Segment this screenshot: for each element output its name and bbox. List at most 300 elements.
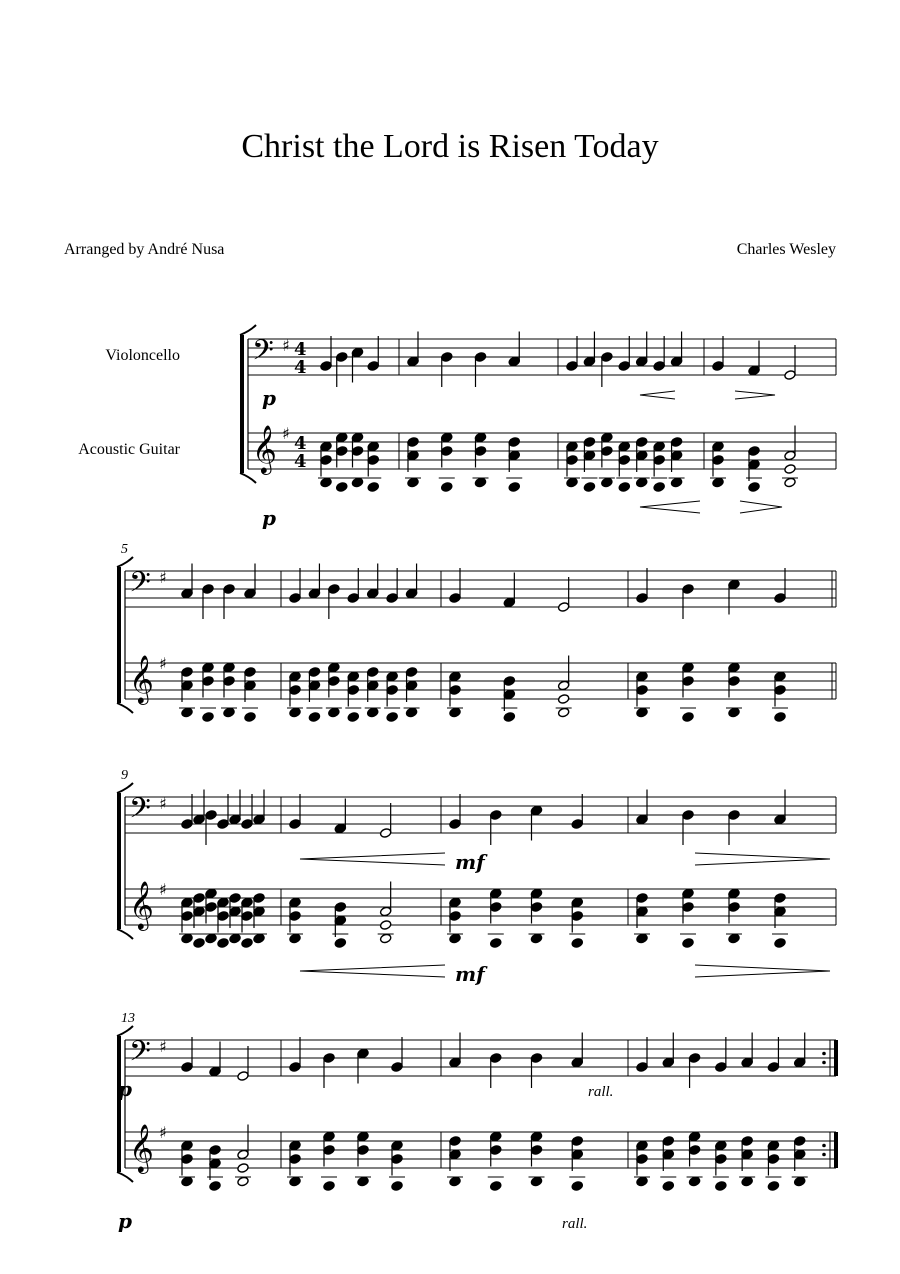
note-head bbox=[774, 671, 786, 682]
note-head bbox=[328, 676, 340, 687]
note-head bbox=[712, 361, 724, 372]
note-head bbox=[289, 1154, 301, 1165]
note-head bbox=[767, 1140, 779, 1151]
note-head bbox=[662, 1136, 674, 1147]
note-head bbox=[571, 1149, 583, 1160]
composer-credit: Charles Wesley bbox=[736, 241, 836, 258]
note-head bbox=[308, 667, 320, 678]
note-head bbox=[566, 361, 578, 372]
key-signature-sharp: ♯ bbox=[159, 880, 167, 899]
note-head bbox=[530, 1145, 542, 1156]
note-head bbox=[308, 680, 320, 691]
note-head bbox=[794, 1149, 806, 1160]
bass-note-head bbox=[601, 477, 613, 488]
note-head bbox=[688, 1131, 700, 1142]
note-head bbox=[571, 1057, 583, 1068]
note-head bbox=[347, 685, 359, 696]
note-head bbox=[530, 805, 542, 816]
note-head bbox=[682, 584, 694, 595]
note-head bbox=[774, 593, 786, 604]
dynamic-marking-guitar: p bbox=[262, 506, 276, 530]
note-head bbox=[728, 579, 740, 590]
note-head bbox=[334, 902, 346, 913]
note-head bbox=[530, 888, 542, 899]
bass-note-head bbox=[386, 712, 398, 723]
note-head bbox=[741, 1149, 753, 1160]
note-head bbox=[379, 828, 391, 839]
note-head bbox=[508, 356, 520, 367]
bracket-bottom bbox=[117, 929, 133, 939]
bass-note-head bbox=[530, 933, 542, 944]
note-head bbox=[618, 455, 630, 466]
note-head bbox=[351, 347, 363, 358]
note-head bbox=[237, 1163, 249, 1174]
dynamic-marking-guitar: mf bbox=[455, 962, 485, 986]
note-head bbox=[748, 365, 760, 376]
note-head bbox=[386, 685, 398, 696]
note-head bbox=[217, 911, 229, 922]
bass-note-head bbox=[449, 933, 461, 944]
bass-note-head bbox=[566, 477, 578, 488]
note-head bbox=[662, 1057, 674, 1068]
dynamic-marking-cello: p bbox=[118, 1077, 132, 1101]
time-signature: 4 bbox=[294, 339, 307, 360]
note-head bbox=[217, 897, 229, 908]
dynamic-marking-guitar: p bbox=[118, 1209, 132, 1233]
repeat-dot bbox=[822, 1052, 826, 1056]
note-head bbox=[557, 694, 569, 705]
bass-note-head bbox=[244, 712, 256, 723]
note-head bbox=[474, 352, 486, 363]
note-head bbox=[289, 1062, 301, 1073]
note-head bbox=[636, 450, 648, 461]
note-head bbox=[253, 893, 265, 904]
note-head bbox=[181, 680, 193, 691]
note-head bbox=[237, 1149, 249, 1160]
note-head bbox=[583, 450, 595, 461]
note-head bbox=[347, 593, 359, 604]
note-head bbox=[449, 1057, 461, 1068]
note-head bbox=[347, 671, 359, 682]
bass-note-head bbox=[367, 707, 379, 718]
note-head bbox=[767, 1062, 779, 1073]
note-head bbox=[289, 671, 301, 682]
note-head bbox=[682, 676, 694, 687]
note-head bbox=[181, 667, 193, 678]
bass-note-head bbox=[289, 1176, 301, 1187]
note-head bbox=[728, 902, 740, 913]
note-head bbox=[503, 689, 515, 700]
bass-note-head bbox=[530, 1176, 542, 1187]
key-signature-sharp: ♯ bbox=[159, 794, 167, 813]
note-head bbox=[571, 1136, 583, 1147]
bass-note-head bbox=[205, 933, 217, 944]
time-signature: 4 bbox=[294, 433, 307, 454]
note-head bbox=[202, 584, 214, 595]
note-head bbox=[334, 823, 346, 834]
note-head bbox=[571, 897, 583, 908]
note-head bbox=[618, 441, 630, 452]
bass-note-head bbox=[636, 1176, 648, 1187]
note-head bbox=[367, 455, 379, 466]
note-head bbox=[508, 437, 520, 448]
note-head bbox=[367, 680, 379, 691]
note-head bbox=[449, 671, 461, 682]
note-head bbox=[357, 1145, 369, 1156]
note-head bbox=[794, 1136, 806, 1147]
repeat-dot bbox=[822, 1153, 826, 1157]
crescendo-hairpin bbox=[640, 391, 675, 399]
bass-note-head bbox=[636, 477, 648, 488]
bass-note-head bbox=[636, 933, 648, 944]
key-signature-sharp: ♯ bbox=[159, 654, 167, 673]
note-head bbox=[636, 437, 648, 448]
bass-note-head bbox=[391, 1181, 403, 1192]
note-head bbox=[636, 685, 648, 696]
note-head bbox=[209, 1066, 221, 1077]
bass-note-head bbox=[741, 1176, 753, 1187]
note-head bbox=[784, 370, 796, 381]
note-head bbox=[490, 888, 502, 899]
note-head bbox=[367, 441, 379, 452]
bass-note-head bbox=[571, 938, 583, 949]
bass-note-head bbox=[223, 707, 235, 718]
treble-clef: 𝄞 bbox=[252, 424, 277, 473]
note-head bbox=[449, 1149, 461, 1160]
note-head bbox=[449, 819, 461, 830]
note-head bbox=[289, 819, 301, 830]
bass-note-head bbox=[653, 482, 665, 493]
note-head bbox=[229, 906, 241, 917]
note-head bbox=[253, 814, 265, 825]
bass-note-head bbox=[347, 712, 359, 723]
note-head bbox=[774, 906, 786, 917]
note-head bbox=[223, 584, 235, 595]
bass-note-head bbox=[334, 938, 346, 949]
bass-note-head bbox=[405, 707, 417, 718]
note-head bbox=[223, 676, 235, 687]
note-head bbox=[636, 1062, 648, 1073]
bass-note-head bbox=[351, 477, 363, 488]
bass-note-head bbox=[323, 1181, 335, 1192]
note-head bbox=[670, 450, 682, 461]
note-head bbox=[336, 432, 348, 443]
note-head bbox=[241, 897, 253, 908]
note-head bbox=[449, 685, 461, 696]
note-head bbox=[748, 459, 760, 470]
note-head bbox=[748, 446, 760, 457]
crescendo-hairpin bbox=[640, 501, 700, 513]
bass-note-head bbox=[217, 938, 229, 949]
page-title: Christ the Lord is Risen Today bbox=[241, 128, 659, 165]
note-head bbox=[405, 667, 417, 678]
note-head bbox=[289, 1140, 301, 1151]
decrescendo-hairpin bbox=[695, 853, 830, 865]
note-head bbox=[407, 356, 419, 367]
bass-note-head bbox=[794, 1176, 806, 1187]
arranger-credit: Arranged by André Nusa bbox=[64, 241, 225, 258]
note-head bbox=[653, 441, 665, 452]
note-head bbox=[367, 667, 379, 678]
instrument-label-guitar: Acoustic Guitar bbox=[78, 441, 180, 458]
treble-clef: 𝄞 bbox=[129, 654, 154, 703]
note-head bbox=[712, 441, 724, 452]
note-head bbox=[289, 897, 301, 908]
bass-note-head bbox=[449, 1176, 461, 1187]
note-head bbox=[449, 1136, 461, 1147]
note-head bbox=[530, 1053, 542, 1064]
note-head bbox=[193, 814, 205, 825]
note-head bbox=[688, 1053, 700, 1064]
note-head bbox=[557, 680, 569, 691]
measure-number: 5 bbox=[121, 542, 128, 557]
bass-note-head bbox=[229, 933, 241, 944]
note-head bbox=[320, 441, 332, 452]
note-head bbox=[449, 897, 461, 908]
note-head bbox=[223, 662, 235, 673]
note-head bbox=[357, 1048, 369, 1059]
note-head bbox=[557, 602, 569, 613]
bass-note-head bbox=[336, 482, 348, 493]
note-head bbox=[336, 446, 348, 457]
bass-note-head bbox=[682, 938, 694, 949]
bass-note-head bbox=[767, 1181, 779, 1192]
note-head bbox=[728, 888, 740, 899]
note-head bbox=[794, 1057, 806, 1068]
bass-note-head bbox=[728, 707, 740, 718]
note-head bbox=[391, 1062, 403, 1073]
note-head bbox=[715, 1154, 727, 1165]
bass-note-head bbox=[328, 707, 340, 718]
note-head bbox=[405, 680, 417, 691]
bass-note-head bbox=[253, 933, 265, 944]
bass-note-head bbox=[193, 938, 205, 949]
note-head bbox=[181, 588, 193, 599]
bass-note-head bbox=[490, 938, 502, 949]
note-head bbox=[474, 446, 486, 457]
note-head bbox=[741, 1136, 753, 1147]
bass-note-head bbox=[209, 1181, 221, 1192]
bass-note-head bbox=[784, 477, 796, 488]
note-head bbox=[449, 911, 461, 922]
note-head bbox=[441, 432, 453, 443]
bass-note-head bbox=[320, 477, 332, 488]
note-head bbox=[391, 1154, 403, 1165]
note-head bbox=[566, 441, 578, 452]
bass-note-head bbox=[308, 712, 320, 723]
bass-note-head bbox=[670, 477, 682, 488]
note-head bbox=[205, 888, 217, 899]
note-head bbox=[784, 450, 796, 461]
note-head bbox=[244, 588, 256, 599]
note-head bbox=[386, 671, 398, 682]
note-head bbox=[583, 356, 595, 367]
bass-note-head bbox=[367, 482, 379, 493]
note-head bbox=[320, 361, 332, 372]
note-head bbox=[490, 1145, 502, 1156]
crescendo-hairpin bbox=[300, 853, 445, 865]
note-head bbox=[405, 588, 417, 599]
note-head bbox=[636, 593, 648, 604]
note-head bbox=[351, 432, 363, 443]
note-head bbox=[767, 1154, 779, 1165]
note-head bbox=[320, 455, 332, 466]
note-head bbox=[209, 1158, 221, 1169]
note-head bbox=[181, 819, 193, 830]
bass-note-head bbox=[774, 938, 786, 949]
note-head bbox=[774, 814, 786, 825]
note-head bbox=[728, 810, 740, 821]
bass-note-head bbox=[508, 482, 520, 493]
note-head bbox=[653, 361, 665, 372]
note-head bbox=[774, 893, 786, 904]
bass-note-head bbox=[557, 707, 569, 718]
note-head bbox=[379, 920, 391, 931]
bass-note-head bbox=[289, 933, 301, 944]
note-head bbox=[503, 597, 515, 608]
note-head bbox=[682, 662, 694, 673]
note-head bbox=[386, 593, 398, 604]
note-head bbox=[530, 902, 542, 913]
time-signature: 4 bbox=[294, 451, 307, 472]
note-head bbox=[682, 888, 694, 899]
bass-note-head bbox=[636, 707, 648, 718]
bass-note-head bbox=[357, 1176, 369, 1187]
note-head bbox=[241, 911, 253, 922]
bass-note-head bbox=[181, 1176, 193, 1187]
bass-note-head bbox=[688, 1176, 700, 1187]
note-head bbox=[636, 906, 648, 917]
note-head bbox=[202, 676, 214, 687]
note-head bbox=[490, 810, 502, 821]
note-head bbox=[741, 1057, 753, 1068]
note-head bbox=[653, 455, 665, 466]
note-head bbox=[367, 588, 379, 599]
note-head bbox=[181, 1140, 193, 1151]
note-head bbox=[601, 446, 613, 457]
note-head bbox=[449, 593, 461, 604]
note-head bbox=[566, 455, 578, 466]
note-head bbox=[181, 1154, 193, 1165]
note-head bbox=[308, 588, 320, 599]
note-head bbox=[323, 1145, 335, 1156]
instrument-label-cello: Violoncello bbox=[105, 347, 180, 364]
bass-clef: 𝄢 bbox=[129, 566, 151, 606]
treble-clef: 𝄞 bbox=[129, 1123, 154, 1172]
key-signature-sharp: ♯ bbox=[282, 424, 290, 443]
note-head bbox=[391, 1140, 403, 1151]
bracket-bottom bbox=[240, 473, 256, 483]
bass-note-head bbox=[571, 1181, 583, 1192]
key-signature-sharp: ♯ bbox=[159, 568, 167, 587]
note-head bbox=[202, 662, 214, 673]
note-head bbox=[205, 902, 217, 913]
note-head bbox=[244, 680, 256, 691]
note-head bbox=[193, 906, 205, 917]
note-head bbox=[474, 432, 486, 443]
decrescendo-hairpin bbox=[695, 965, 830, 977]
note-head bbox=[334, 915, 346, 926]
note-head bbox=[503, 676, 515, 687]
note-head bbox=[323, 1131, 335, 1142]
tempo-text-guitar: rall. bbox=[562, 1216, 588, 1232]
note-head bbox=[441, 352, 453, 363]
note-head bbox=[181, 1062, 193, 1073]
note-head bbox=[209, 1145, 221, 1156]
bass-note-head bbox=[618, 482, 630, 493]
bass-clef: 𝄢 bbox=[129, 792, 151, 832]
bracket-bottom bbox=[117, 703, 133, 713]
note-head bbox=[508, 450, 520, 461]
note-head bbox=[244, 667, 256, 678]
note-head bbox=[351, 446, 363, 457]
note-head bbox=[229, 814, 241, 825]
bass-note-head bbox=[181, 707, 193, 718]
bass-note-head bbox=[715, 1181, 727, 1192]
note-head bbox=[682, 902, 694, 913]
note-head bbox=[289, 911, 301, 922]
note-head bbox=[636, 814, 648, 825]
note-head bbox=[490, 1131, 502, 1142]
bass-note-head bbox=[490, 1181, 502, 1192]
bass-note-head bbox=[748, 482, 760, 493]
bass-note-head bbox=[712, 477, 724, 488]
note-head bbox=[407, 437, 419, 448]
note-head bbox=[636, 893, 648, 904]
bass-clef: 𝄢 bbox=[129, 1035, 151, 1075]
note-head bbox=[715, 1140, 727, 1151]
bass-note-head bbox=[662, 1181, 674, 1192]
note-head bbox=[328, 662, 340, 673]
note-head bbox=[682, 810, 694, 821]
bass-note-head bbox=[241, 938, 253, 949]
note-head bbox=[367, 361, 379, 372]
bass-note-head bbox=[474, 477, 486, 488]
note-head bbox=[205, 810, 217, 821]
bass-note-head bbox=[774, 712, 786, 723]
note-head bbox=[715, 1062, 727, 1073]
note-head bbox=[784, 464, 796, 475]
note-head bbox=[618, 361, 630, 372]
note-head bbox=[636, 1154, 648, 1165]
measure-number: 9 bbox=[121, 768, 128, 783]
bracket-bottom bbox=[117, 1172, 133, 1182]
note-head bbox=[407, 450, 419, 461]
bass-note-head bbox=[449, 707, 461, 718]
note-head bbox=[336, 352, 348, 363]
note-head bbox=[181, 911, 193, 922]
crescendo-hairpin bbox=[300, 965, 445, 977]
bass-note-head bbox=[682, 712, 694, 723]
note-head bbox=[357, 1131, 369, 1142]
note-head bbox=[229, 893, 241, 904]
bass-note-head bbox=[503, 712, 515, 723]
bass-note-head bbox=[728, 933, 740, 944]
note-head bbox=[670, 356, 682, 367]
bass-note-head bbox=[181, 933, 193, 944]
note-head bbox=[571, 819, 583, 830]
note-head bbox=[728, 676, 740, 687]
note-head bbox=[241, 819, 253, 830]
note-head bbox=[253, 906, 265, 917]
note-head bbox=[636, 1140, 648, 1151]
treble-clef: 𝄞 bbox=[129, 880, 154, 929]
note-head bbox=[636, 671, 648, 682]
note-head bbox=[774, 685, 786, 696]
note-head bbox=[601, 432, 613, 443]
note-head bbox=[601, 352, 613, 363]
note-head bbox=[490, 902, 502, 913]
